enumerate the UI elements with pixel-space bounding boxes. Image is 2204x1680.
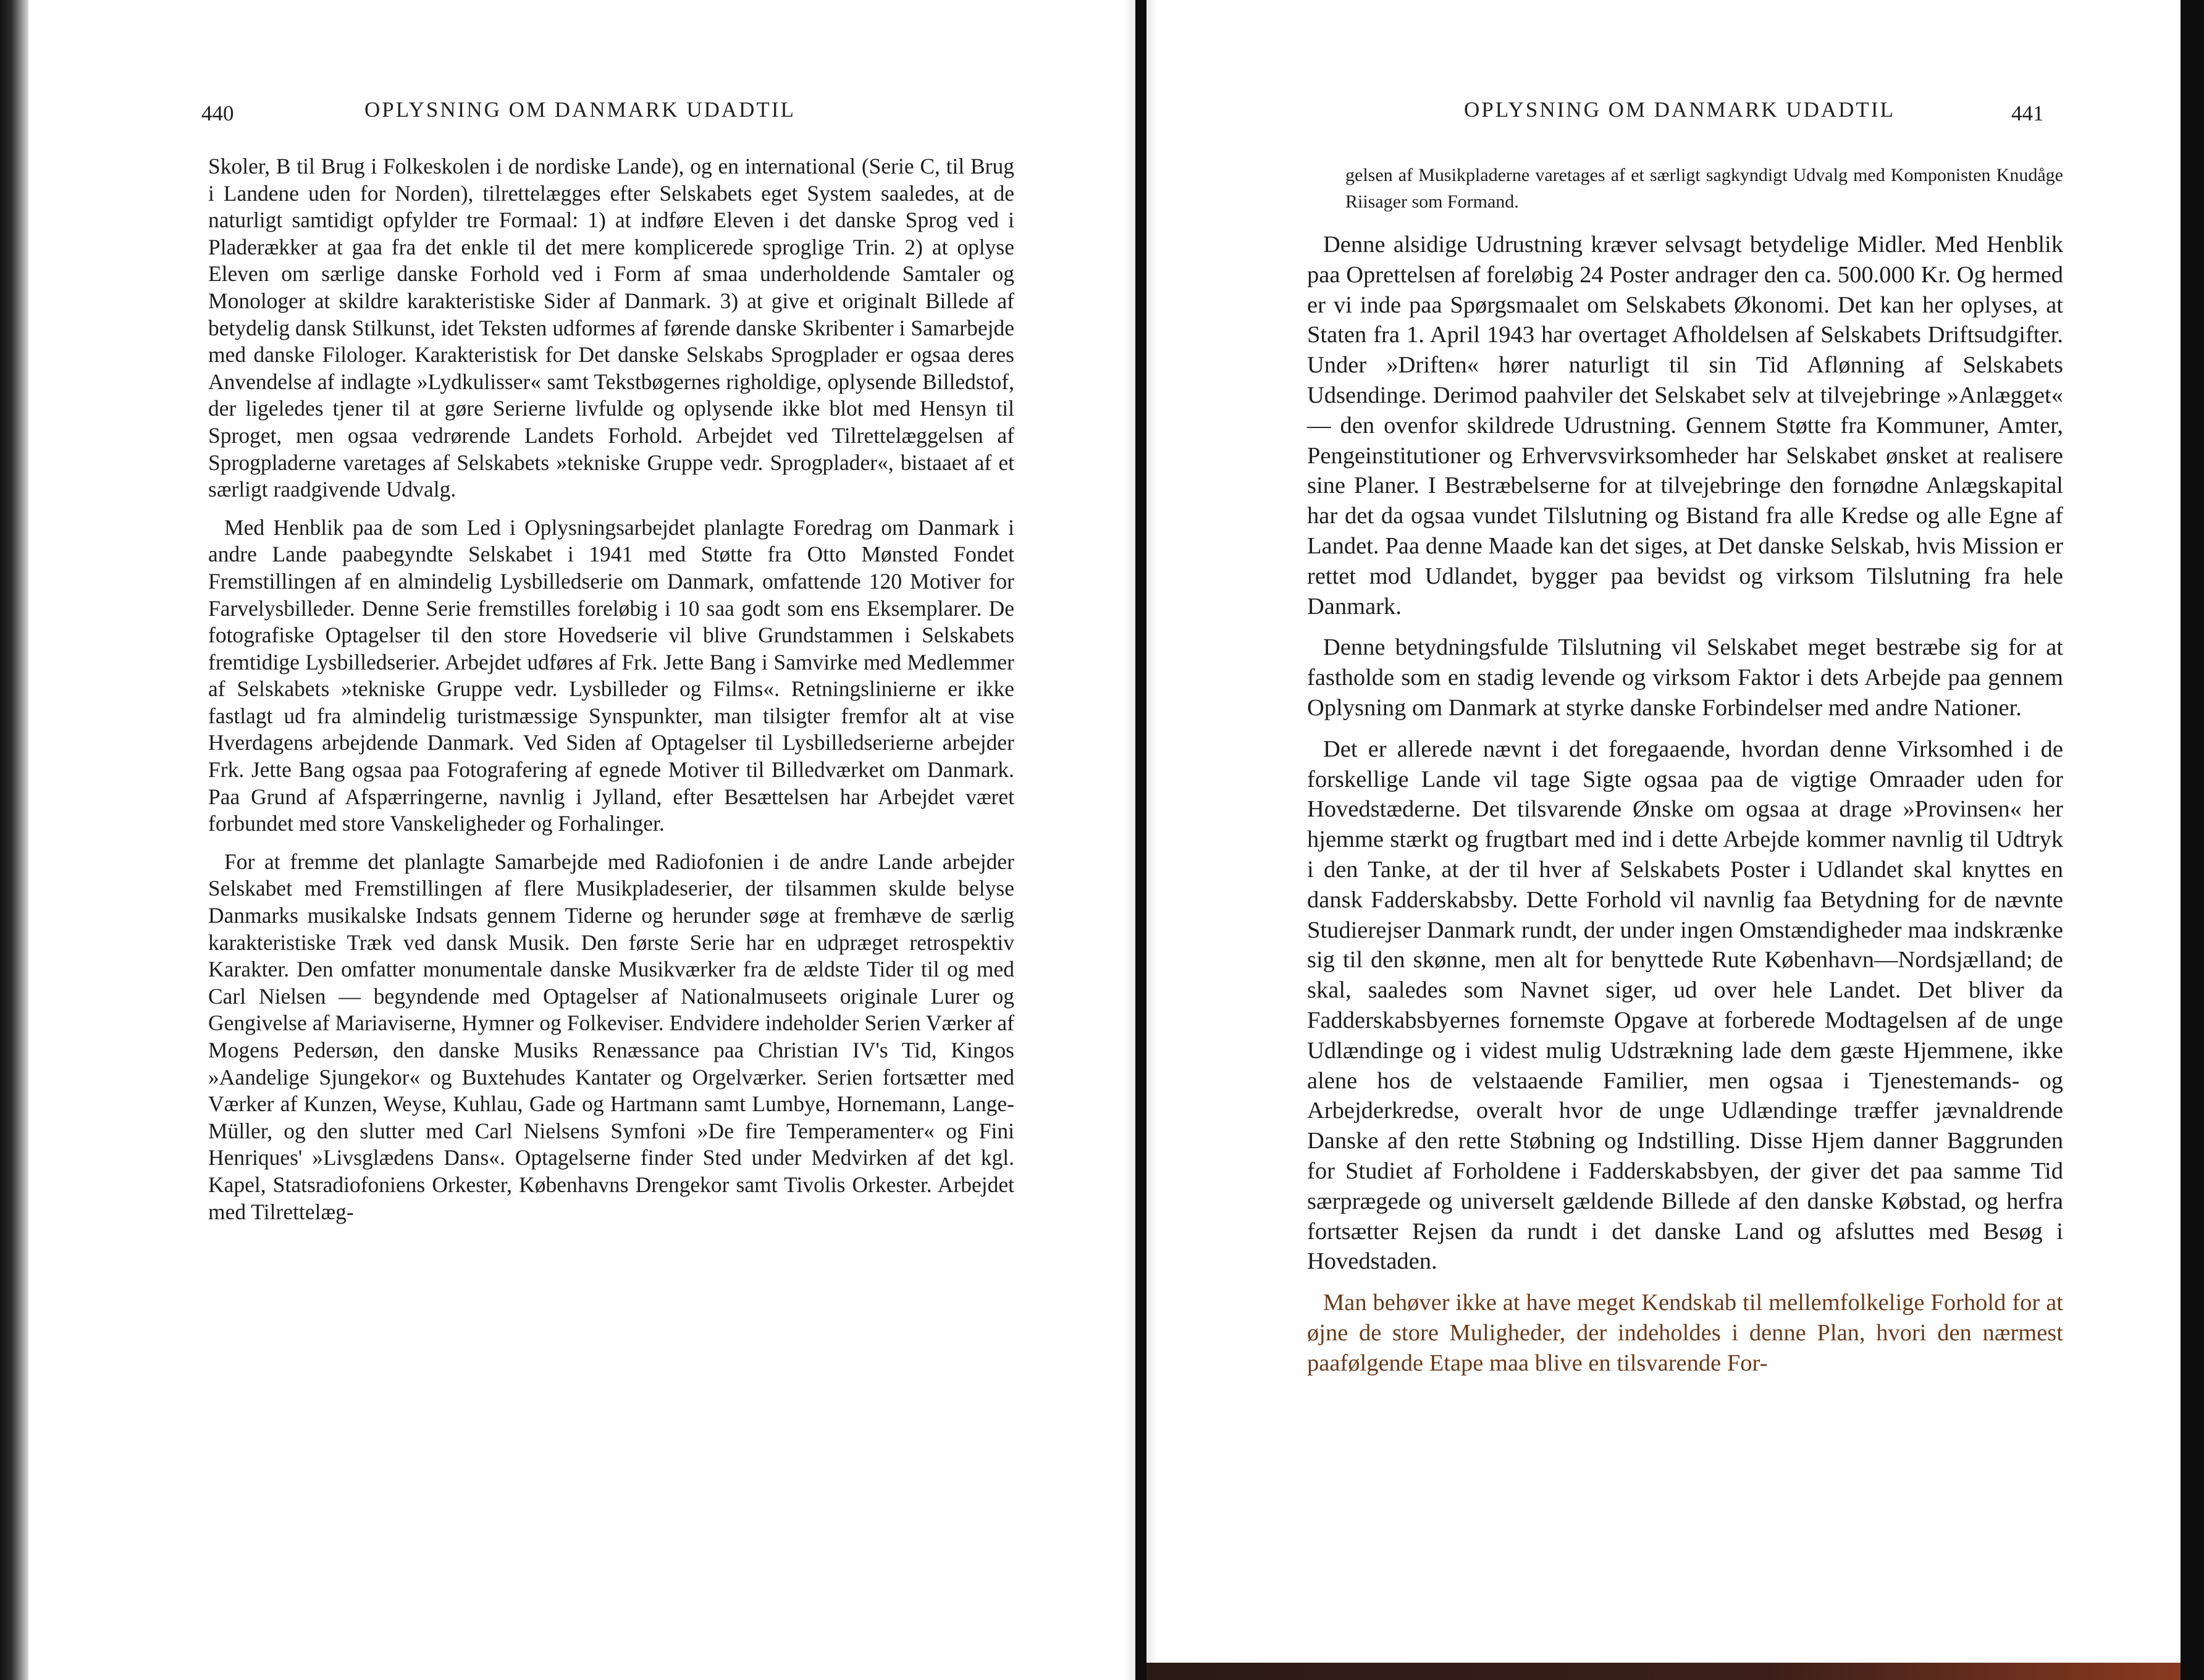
- left-page-body: [208, 153, 1014, 1237]
- footnote-continuation: gelsen af Musikpladerne varetages af et særligt sagkyndigt Udvalg med Komponisten Knudåge Riisager som Formand.: [1345, 165, 2063, 212]
- paragraph: Det er allerede nævnt i det foregaaende, hvordan denne Virksomhed i de forskellige Lande vil tage Sigte ogsaa paa de vigtige Omraader uden for Hovedstæderne. Det tilsvarende Ønske om ogsaa at drage »Provinsen« her hjemme stærkt og frugtbart med ind i dette Arbejde kommer navnlig til Udtryk i den Tanke, at der til hver af Selskabets Poster i Udlandet skal knyttes en dansk Fadderskabsby. Dette Forhold vil navnlig faa Betydning for de nævnte Studierejser Danmark rundt, der under ingen Omstændigheder maa indskrænke sig til den skønne, men alt for benyttede Rute København—Nordsjælland; de skal, saaledes som Navnet siger, ud over hele Landet. Det bliver da Fadderskabsbyernes fornemste Opgave at forberede Modtagelsen af de unge Udlændinge og i videst mulig Udstrækning lade dem gæste Hjemmene, ikke alene hos de velstaaende Familier, men ogsaa i Tjenestemands- og Arbejderkredse, overalt hvor de unge Udlændinge træffer jævnaldrende Danske af den rette Støbning og Indstilling. Disse Hjem danner Baggrunden for Studiet af Forholdene i Fadderskabsbyen, der giver det paa samme Tid særprægede og universelt gældende Billede af den danske Købstad, og herfra fortsætter Rejsen da rundt i det danske Land og afsluttes med Besøg i Hovedstaden.: [1307, 736, 2063, 1275]
- paragraph: Med Henblik paa de som Led i Oplysningsarbejdet planlagte Foredrag om Danmark i andre Lande paabegyndte Selskabet i 1941 med Støtte fra Otto Mønsted Fondet Fremstillingen af en almindelig Lysbilledserie om Danmark, omfattende 120 Motiver for Farvelysbilleder. Denne Serie fremstilles foreløbig i 10 saa godt som ens Eksemplarer. De fotografiske Optagelser til den store Hovedserie vil blive Grundstammen i Selskabets fremtidige Lysbilledserier. Arbejdet udføres af Frk. Jette Bang i Samvirke med Medlemmer af Selskabets »tekniske Gruppe vedr. Lysbilleder og Films«. Retningslinierne er ikke fastlagt ud fra almindelig turistmæssige Synspunkter, man tilsigter fremfor alt at vise Hverdagens arbejdende Danmark. Ved Siden af Optagelser til Lysbilledserierne arbejder Frk. Jette Bang ogsaa paa Fotografering af egnede Motiver til Billedværket om Danmark. Paa Grund af Afspærringerne, navnlig i Jylland, efter Besættelsen har Arbejdet været forbundet med store Vanskeligheder og Forhalinger.: [208, 514, 1014, 836]
- page-number-left: 440: [201, 101, 234, 125]
- paragraph: Skoler, B til Brug i Folkeskolen i de nordiske Lande), og en international (Serie C, til Brug i Landene uden for Norden), tilrettelægges efter Selskabets eget System saaledes, at de naturligt samtidigt opfylder tre Formaal: 1) at indføre Eleven i det danske Sprog ved i Pladerækker at gaa fra det enkle til det mere komplicerede sproglige Trin. 2) at oplyse Eleven om særlige danske Forhold ved i Form af smaa underholdende Samtaler og Monologer at skildre karakteristiske Sider af Danmark. 3) at give et originalt Billede af betydelig dansk Stilkunst, idet Teksten udformes af førende danske Skribenter i Samarbejde med danske Filologer. Karakteristisk for Det danske Selskabs Sprogplader er ogsaa deres Anvendelse af indlagte »Lydkulisser« samt Tekstbøgernes righoldige, oplysende Billedstof, der ligeledes tjener til at gøre Serierne livfulde og oplysende ikke blot med Hensyn til Sproget, men ogsaa vedrørende Landets Forhold. Arbejdet ved Tilrettelæggelsen af Sprogpladerne varetages af Selskabets »tekniske Gruppe vedr. Sprogplader«, bistaaet af et særligt raadgivende Udvalg.: [208, 154, 1014, 502]
- paragraph: For at fremme det planlagte Samarbejde med Radiofonien i de andre Lande arbejder Selskabet med Fremstillingen af flere Musikpladeserier, der tilsammen skulde belyse Danmarks musikalske Indsats gennem Tiderne og herunder søge at fremhæve de særlig karakteristiske Træk ved dansk Musik. Den første Serie har en udpræget retrospektiv Karakter. Den omfatter monumentale danske Musikværker fra de ældste Tider til og med Carl Nielsen — begyndende med Optagelser af Nationalmuseets originale Lurer og Gengivelse af Mariaviserne, Hymner og Folkeviser. Endvidere indeholder Serien Værker af Mogens Pedersøn, den danske Musiks Renæssance paa Christian IV's Tid, Kingos »Aandelige Sjungekor« og Buxtehudes Kantater og Orgelværker. Serien fortsætter med Værker af Kunzen, Weyse, Kuhlau, Gade og Hartmann samt Lumbye, Hornemann, Lange-Müller, og den slutter med Carl Nielsens Symfoni »De fire Temperamenter« og Fini Henriques' »Livsglædens Dans«. Optagelserne finder Sted under Medvirken af det kgl. Kapel, Statsradiofoniens Orkester, Københavns Drengekor samt Tivolis Orkester. Arbejdet med Tilrettelæg-: [208, 849, 1014, 1224]
- running-head-right: OPLYSNING OM DANMARK UDADTIL: [1464, 98, 1895, 122]
- paragraph: Man behøver ikke at have meget Kendskab til mellemfolkelige Forhold for at øjne de store Muligheder, der indeholdes i denne Plan, hvori den nærmest paafølgende Etape maa blive en tilsvarende For-: [1307, 1290, 2063, 1376]
- running-head-left: OPLYSNING OM DANMARK UDADTIL: [364, 98, 796, 122]
- right-page-body: [1307, 162, 2063, 1389]
- book-edge-strip: [1146, 1663, 2181, 1680]
- gutter-shadow: [1146, 0, 1158, 1680]
- paragraph: Denne alsidige Udrustning kræver selvsagt betydelige Midler. Med Henblik paa Oprettelsen af foreløbig 24 Poster andrager den ca. 500.000 Kr. Og hermed er vi inde paa Spørgsmaalet om Selskabets Økonomi. Det kan her oplyses, at Staten fra 1. April 1943 har overtaget Afholdelsen af Selskabets Driftsudgifter. Under »Driften« hører naturligt til sin Tid Aflønning af Selskabets Udsendinge. Derimod paahviler det Selskabet selv at tilvejebringe »Anlægget« — den ovenfor skildrede Udrustning. Gennem Støtte fra Kommuner, Amter, Pengeinstitutioner og Erhvervsvirksomheder har Selskabet ønsket at realisere sine Planer. I Bestræbelserne for at tilvejebringe den fornødne Anlægskapital har det da ogsaa vundet Tilslutning og Bistand fra alle Kredse og alle Egne af Landet. Paa denne Maade kan det siges, at Det danske Selskab, hvis Mission er rettet mod Udlandet, bygger paa bevidst og virksom Tilslutning fra hele Danmark.: [1307, 232, 2063, 620]
- gutter-shadow: [1124, 0, 1135, 1680]
- paragraph: Denne betydningsfulde Tilslutning vil Selskabet meget bestræbe sig for at fastholde som en stadig levende og virksom Faktor i dets Arbejde paa gennem Oplysning om Danmark at styrke danske Forbindelser med andre Nationer.: [1307, 634, 2063, 721]
- scan-left-edge: [0, 0, 28, 1680]
- page-number-right: 441: [2011, 101, 2044, 125]
